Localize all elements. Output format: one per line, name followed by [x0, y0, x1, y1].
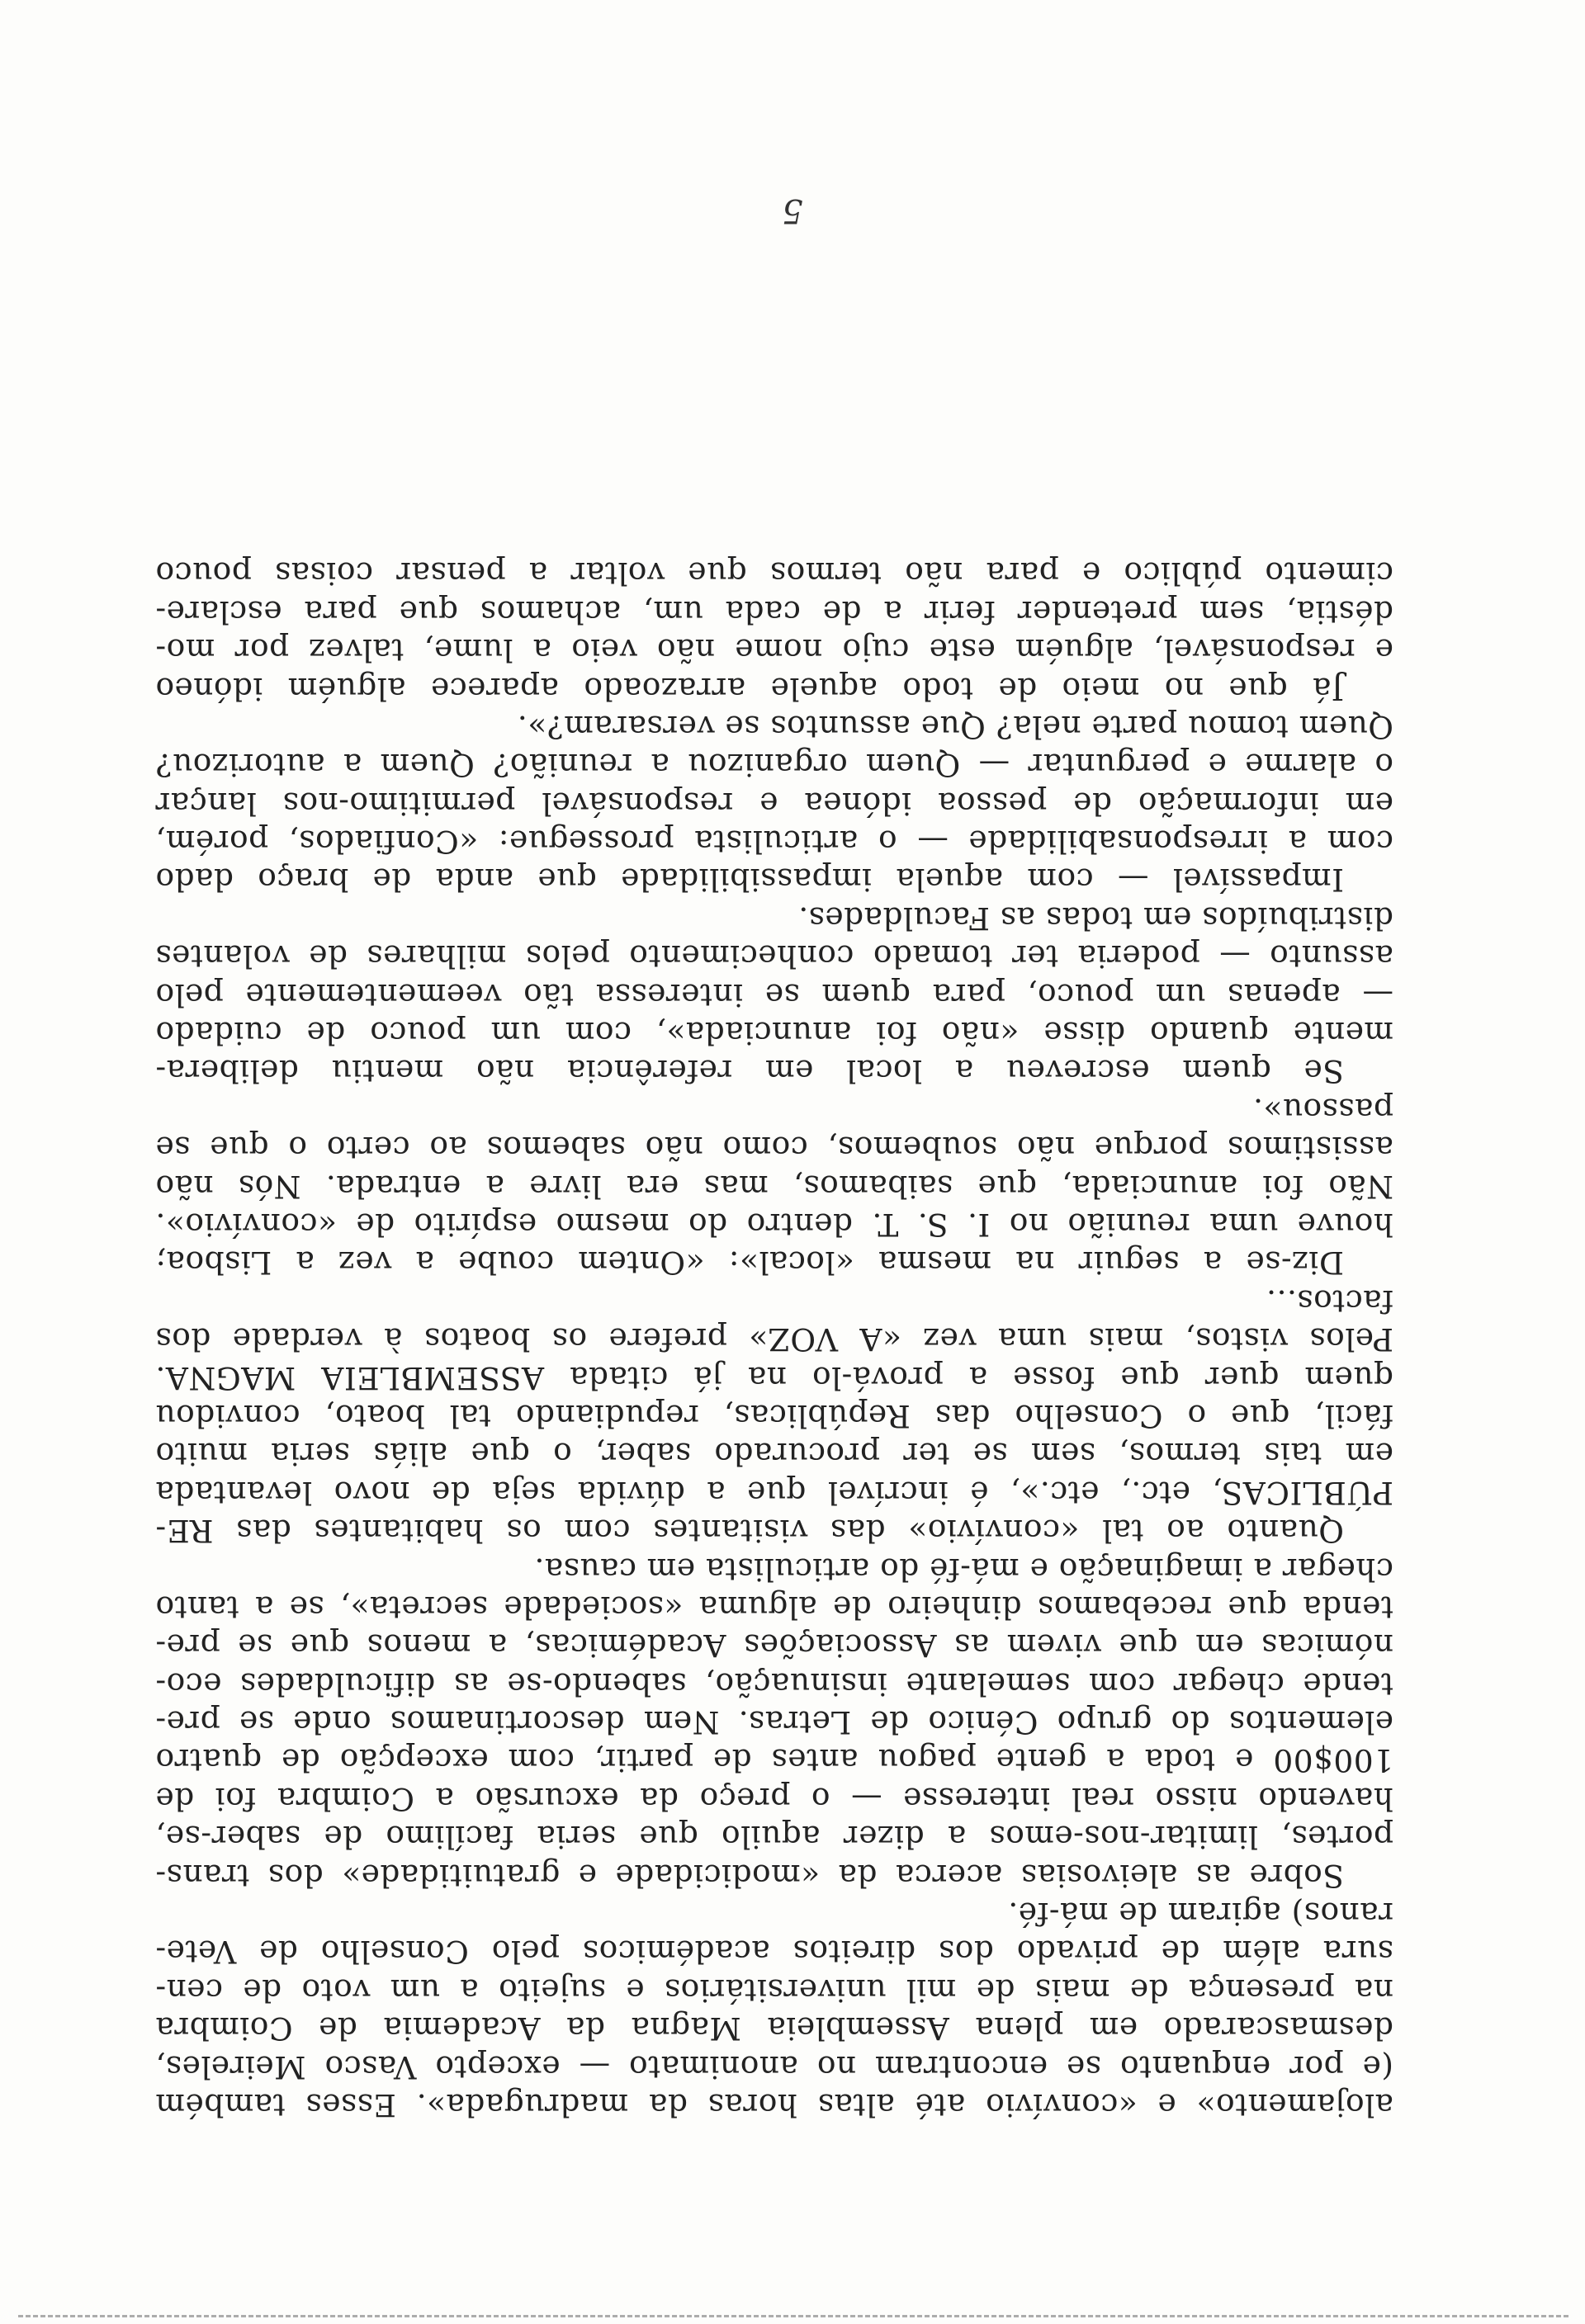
text-line: mente quando disse «não foi anunciada», com um pouco de cuidado [155, 1015, 1393, 1052]
text-line: alojamento» e «convívio até altas horas da madrugada». Esses também [155, 2087, 1393, 2123]
text-line: ranos) agiram de má-fé. [1007, 1896, 1393, 1933]
text-line: sura além de privado dos direitos académicos pelo Conselho de Vete- [155, 1934, 1393, 1971]
text-line: chegar a imaginação e má-fé do articulista em causa. [533, 1551, 1393, 1588]
text-line: havendo nisso real interesse — o preço da excursão a Coimbra foi de [155, 1780, 1393, 1817]
text-line: portes, limitar-nos-emos a dizer aquilo que seria facílimo de saber-se, [155, 1819, 1393, 1856]
text-line: distribuídos em todas as Faculdades. [797, 900, 1393, 937]
text-line: Já que no meio de todo aquele arrazoado aparece alguém idóneo [155, 670, 1344, 707]
page-number: 5 [782, 191, 803, 229]
text-line: fácil, que o Conselho das Repúblicas, repudiando tal boato, convidou [155, 1397, 1393, 1434]
text-line: o alarme e perguntar — Quem organizou a reunião? Quem a autorizou? [155, 747, 1393, 784]
text-line: — apenas um pouco, para quem se interessa tão veementemente pelo [155, 976, 1393, 1013]
text-line: em tais termos, sem se ter procurado saber, o que aliás seria muito [155, 1436, 1393, 1473]
text-line: Não foi anunciada, que saibamos, mas era livre a entrada. Nós não [155, 1168, 1393, 1205]
page-edge-rule [17, 2315, 1568, 2317]
text-line: na presença de mais de mil universitários e sujeito a um voto de cen- [155, 1972, 1393, 2009]
body-text [155, 555, 1393, 2124]
text-line: desmascarado em plena Assembleia Magna da Academia de Coimbra [155, 2010, 1393, 2048]
text-line: cimento público e para não termos que voltar a pensar coisas pouco [155, 555, 1393, 593]
text-line: quem quer que fosse a prová-lo na já citada ASSEMBLEIA MAGNA. [155, 1359, 1393, 1396]
text-line: Pelos vistos, mais uma vez «A VOZ» prefere os boatos à verdade dos [155, 1321, 1393, 1358]
text-line: déstia, sem pretender ferir a de cada um, achamos que para esclare- [155, 593, 1393, 631]
text-line: e responsável, alguém este cujo nome não veio a lume, talvez por mo- [155, 632, 1393, 669]
text-line: Quem tomou parte nela? Que assuntos se versaram?». [517, 708, 1393, 745]
text-line: factos... [1266, 1282, 1393, 1320]
text-line: Sobre as aleivosias acerca da «modicidade e gratuitidade» dos trans- [155, 1857, 1344, 1894]
text-line: PÚBLICAS, etc., etc.», é incrível que a dúvida seja de novo levantada [155, 1474, 1393, 1511]
text-line: com a irresponsabilidade — o articulista prossegue: «Confiados, porém, [155, 824, 1393, 861]
text-line: nómicas em que vivem as Associações Académicas, a menos que se pre- [155, 1627, 1393, 1665]
text-line: passou». [1252, 1091, 1393, 1128]
text-line: 100$00 e toda a gente pagou antes de partir, com excepção de quatro [155, 1742, 1393, 1779]
text-line: assistimos porque não soubemos, como não sabemos ao certo o que se [155, 1130, 1393, 1167]
text-line: em informação de pessoa idónea e responsável permitimo-nos lançar [155, 785, 1393, 822]
text-line: houve uma reunião no I. S. T. dentro do mesmo espírito de «convívio». [155, 1207, 1393, 1244]
text-line: Impassível — com aquela impassibilidade que anda de braço dado [155, 862, 1344, 899]
text-line: tende chegar com semelante insinuação, sabendo-se as dificuldades eco- [155, 1665, 1393, 1703]
text-line: (e por enquanto se encontram no anonimato — excepto Vasco Meireles, [155, 2048, 1393, 2085]
text-line: tenda que recebamos dinheiro de alguma «sociedade secreta», se a tanto [155, 1589, 1393, 1626]
text-line: assunto — poderia ter tomado conhecimento pelos milhares de volantes [155, 938, 1393, 975]
text-line: elementos do grupo Cénico de Letras. Nem descortinamos onde se pre- [155, 1704, 1393, 1741]
text-line: Diz-se a seguir na mesma «local»: «Ontem coube a vez a Lisboa; [155, 1245, 1344, 1282]
text-line: Se quem escreveu a local em referência não mentiu delibera- [155, 1053, 1344, 1090]
text-line: Quanto ao tal «convívio» das visitantes com os habitantes das RE- [155, 1513, 1344, 1550]
